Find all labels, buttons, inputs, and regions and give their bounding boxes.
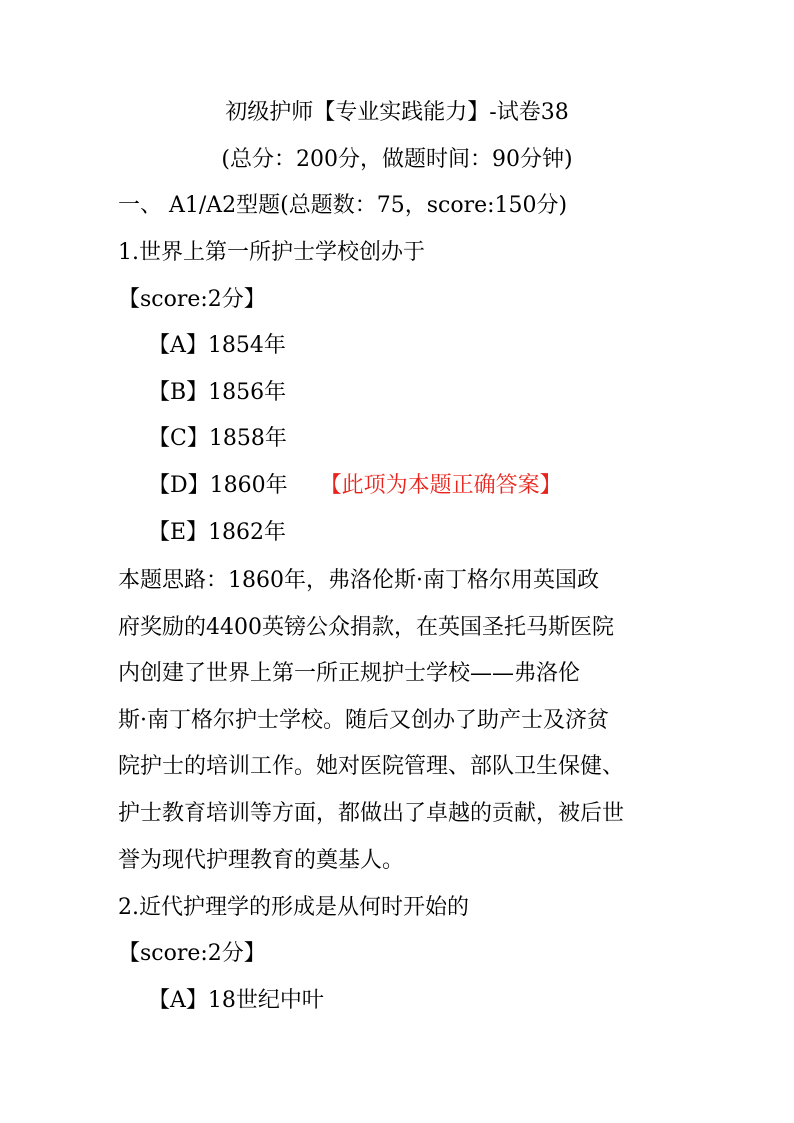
option-d [148, 471, 562, 501]
explanation-line: 本题思路：1860年，弗洛伦斯·南丁格尔用英国政 [118, 568, 599, 593]
explanation-line: 院护士的培训工作。她对医院管理、部队卫生保健、 [118, 754, 625, 780]
option-text: 1858年 [208, 426, 287, 451]
explanation-line: 誉为现代护理教育的奠基人。 [118, 847, 405, 873]
explanation-line: 护士教育培训等方面，都做出了卓越的贡献，被后世 [118, 800, 625, 826]
paper-title: 初级护师【专业实践能力】-试卷38 [225, 100, 569, 125]
option-text: 18世纪中叶 [207, 988, 324, 1013]
option-label: 【B】 [148, 380, 209, 405]
explanation-line: 内创建了世界上第一所正规护士学校——弗洛伦 [118, 661, 581, 687]
option-a [148, 331, 286, 361]
option-text: 1856年 [208, 380, 287, 405]
paper-subtitle: (总分：200分，做题时间：90分钟) [221, 147, 573, 172]
option-text: 1860年 [209, 473, 288, 498]
section-heading: 一、 A1/A2型题(总题数：75，score:150分) [118, 193, 568, 218]
explanation-line: 府奖励的4400英镑公众捐款，在英国圣托马斯医院 [118, 614, 614, 640]
option-label: 【A】 [148, 333, 208, 358]
option-label: 【E】 [148, 520, 209, 545]
option-c [148, 424, 287, 454]
question-score-2: 【score:2分】 [118, 941, 266, 966]
option-text: 1854年 [207, 333, 286, 358]
correct-answer-note: 【此项为本题正确答案】 [319, 473, 562, 498]
question-stem-1: 1.世界上第一所护士学校创办于 [118, 240, 425, 265]
option-e [148, 518, 286, 548]
option-label: 【A】 [148, 988, 208, 1013]
option-label: 【C】 [148, 426, 209, 451]
explanation-line: 斯·南丁格尔护士学校。随后又创办了助产士及济贫 [118, 707, 609, 733]
option-b [148, 378, 286, 408]
option-text: 1862年 [208, 520, 287, 545]
question-score-1: 【score:2分】 [118, 287, 266, 312]
option-a [148, 986, 324, 1016]
question-stem-2: 2.近代护理学的形成是从何时开始的 [118, 895, 469, 920]
explanation [118, 558, 688, 884]
option-label: 【D】 [148, 473, 210, 498]
